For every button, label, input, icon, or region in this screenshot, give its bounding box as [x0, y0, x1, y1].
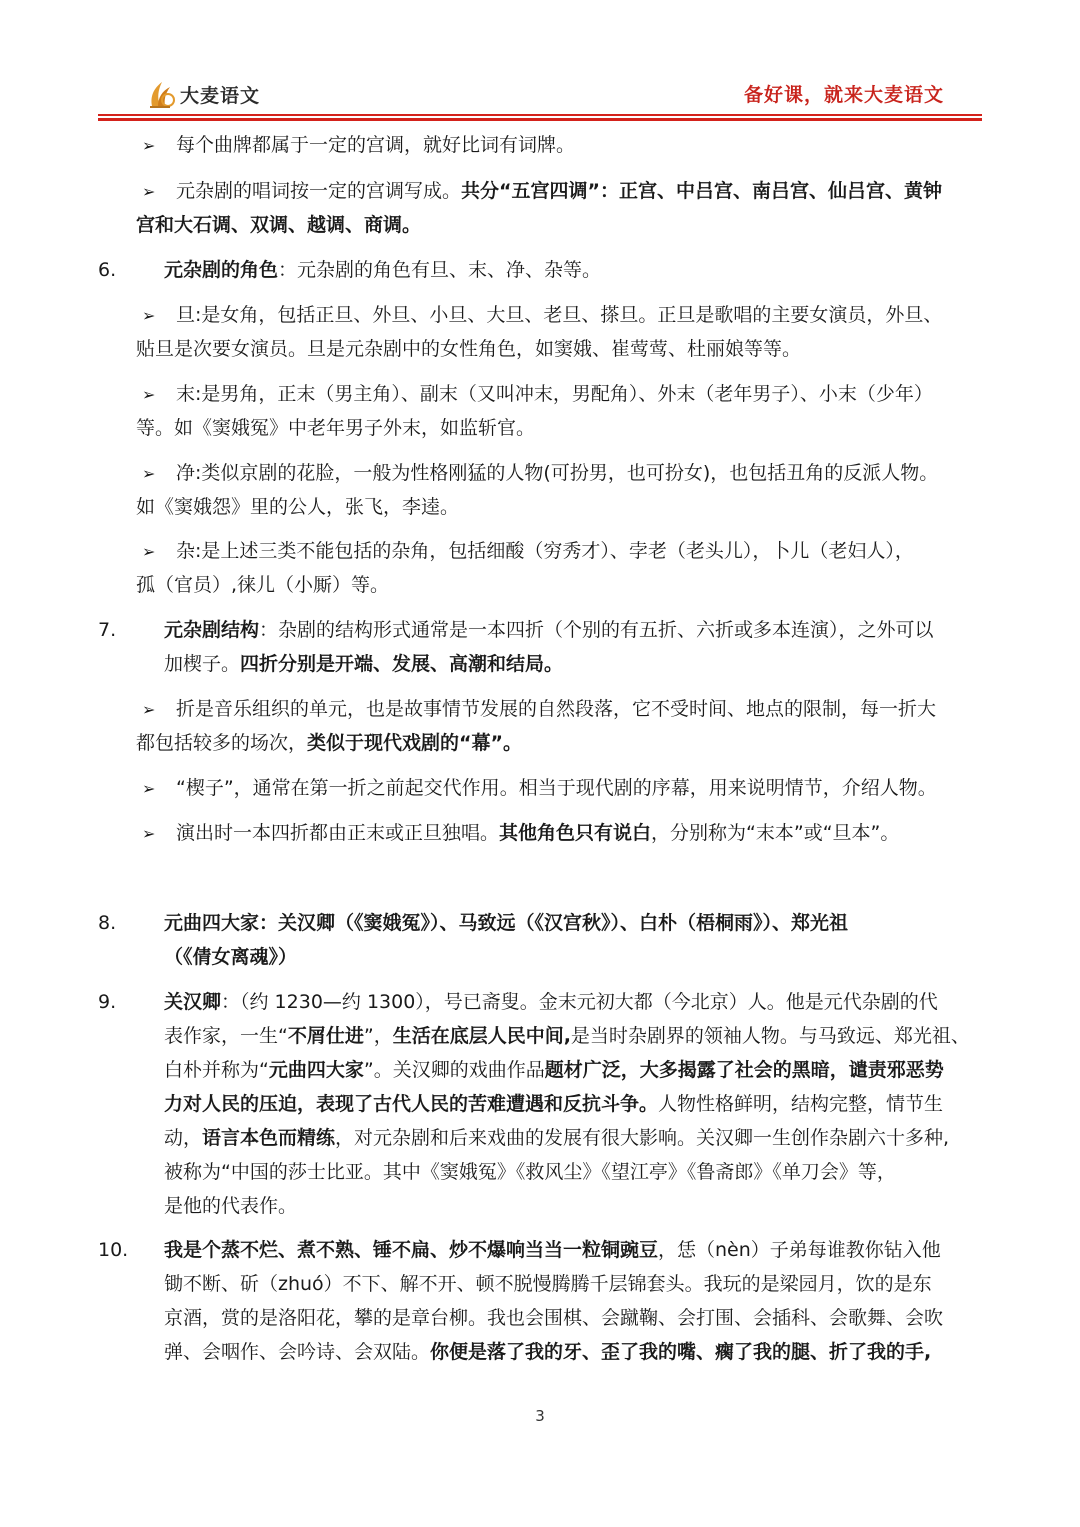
list-item: 关汉卿：（约 1230—约 1300），号已斋叟。金末元初大都（今北京）人。他是元代杂剧的代 — [164, 991, 938, 1013]
list-item: 元杂剧的角色：元杂剧的角色有旦、末、净、杂等。 — [164, 259, 602, 281]
arrow-bullet-icon: ➢ — [142, 136, 156, 155]
bullet-item: ➢ 元杂剧的唱词按一定的宫调写成。共分“五宫四调”：正宫、中吕宫、南吕宫、仙吕宫、黄钟 — [142, 174, 942, 209]
bullet-continuation: 宫和大石调、双调、越调、商调。 — [136, 214, 422, 236]
bullet-item: ➢ 每个曲牌都属于一定的宫调，就好比词有词牌。 — [142, 128, 575, 163]
logo-text: 大麦语文 — [180, 84, 261, 107]
list-item-continuation: 京酒，赏的是洛阳花，攀的是章台柳。我也会围棋、会蹴鞠、会打围、会插科、会歌舞、会吹 — [164, 1307, 944, 1329]
arrow-bullet-icon: ➢ — [142, 385, 156, 404]
wheat-logo-icon — [146, 78, 176, 110]
arrow-bullet-icon: ➢ — [142, 700, 156, 719]
list-item-continuation: 白朴并称为“元曲四大家”。关汉卿的戏曲作品题材广泛，大多揭露了社会的黑暗，谴责邪恶势 — [164, 1059, 944, 1081]
bullet-item: ➢ “楔子”，通常在第一折之前起交代作用。相当于现代剧的序幕，用来说明情节，介绍人物。 — [142, 771, 937, 806]
arrow-bullet-icon: ➢ — [142, 464, 156, 483]
list-item-continuation: （《倩女离魂》） — [164, 946, 298, 968]
brand-logo — [146, 76, 260, 112]
page-number: 3 — [535, 1407, 545, 1425]
list-item-continuation: 是他的代表作。 — [164, 1195, 298, 1217]
arrow-bullet-icon: ➢ — [142, 306, 156, 325]
arrow-bullet-icon: ➢ — [142, 824, 156, 843]
list-item: 我是个蒸不烂、煮不熟、锤不扁、炒不爆响当当一粒铜豌豆，恁（nèn）子弟每谁教你钻入他 — [164, 1239, 941, 1261]
list-item: 元曲四大家：关汉卿（《窦娥冤》）、马致远（《汉宫秋》）、白朴（梧桐雨》）、郑光祖 — [164, 912, 849, 934]
arrow-bullet-icon: ➢ — [142, 542, 156, 561]
bullet-item: ➢ 末:是男角，正末（男主角）、副末（又叫冲末，男配角）、外末（老年男子）、小末（少年） — [142, 377, 933, 412]
list-item-continuation: 动，语言本色而精练，对元杂剧和后来戏曲的发展有很大影响。关汉卿一生创作杂剧六十多种, — [164, 1127, 950, 1149]
list-number: 10. — [98, 1239, 129, 1261]
arrow-bullet-icon: ➢ — [142, 779, 156, 798]
arrow-bullet-icon: ➢ — [142, 182, 156, 201]
bullet-item: ➢ 折是音乐组织的单元，也是故事情节发展的自然段落，它不受时间、地点的限制，每一折大 — [142, 692, 936, 727]
bullet-continuation: 等。如《窦娥冤》中老年男子外末，如监斩官。 — [136, 417, 536, 439]
header-slogan: 备好课，就来大麦语文 — [743, 84, 944, 106]
bullet-continuation: 如《窦娥怨》里的公人，张飞，李逵。 — [136, 496, 460, 518]
list-number: 9. — [98, 991, 117, 1013]
header-rule-thick — [98, 118, 982, 121]
list-item-continuation: 锄不断、斫（zhuó）不下、解不开、顿不脱慢腾腾千层锦套头。我玩的是梁园月，饮的是东 — [164, 1273, 932, 1295]
bullet-continuation: 孤（官员）,徕儿（小厮）等。 — [136, 574, 390, 596]
bullet-continuation: 都包括较多的场次，类似于现代戏剧的“幕”。 — [136, 732, 522, 754]
list-item: 元杂剧结构：杂剧的结构形式通常是一本四折（个别的有五折、六折或多本连演），之外可以 — [164, 619, 934, 641]
list-number: 6. — [98, 259, 117, 281]
bullet-item: ➢ 演出时一本四折都由正末或正旦独唱。其他角色只有说白，分别称为“末本”或“旦本”。 — [142, 816, 899, 851]
list-item-continuation: 加楔子。四折分别是开端、发展、高潮和结局。 — [164, 653, 564, 675]
bullet-item: ➢ 杂:是上述三类不能包括的杂角，包括细酸（穷秀才）、孛老（老头儿），卜儿（老妇人）， — [142, 534, 914, 569]
list-number: 8. — [98, 912, 117, 934]
header-rule — [98, 114, 982, 116]
bullet-item: ➢ 旦:是女角，包括正旦、外旦、小旦、大旦、老旦、搽旦。正旦是歌唱的主要女演员，外旦、 — [142, 298, 942, 333]
list-item-continuation: 被称为“中国的莎士比亚。其中《窦娥冤》《救风尘》《望江亭》《鲁斋郎》《单刀会》等， — [164, 1161, 896, 1183]
bullet-item: ➢ 净:类似京剧的花脸，一般为性格刚猛的人物(可扮男，也可扮女)，也包括丑角的反派人物。 — [142, 456, 938, 491]
list-item-continuation: 弹、会咽作、会吟诗、会双陆。你便是落了我的牙、歪了我的嘴、瘸了我的腿、折了我的手, — [164, 1341, 932, 1363]
list-item-continuation: 力对人民的压迫，表现了古代人民的苦难遭遇和反抗斗争。人物性格鲜明，结构完整，情节生 — [164, 1093, 944, 1115]
bullet-continuation: 贴旦是次要女演员。旦是元杂剧中的女性角色，如窦娥、崔莺莺、杜丽娘等等。 — [136, 338, 802, 360]
list-item-continuation: 表作家，一生“不屑仕进”，生活在底层人民中间,是当时杂剧界的领袖人物。与马致远、郑光祖、 — [164, 1025, 970, 1047]
page-header — [0, 0, 1080, 125]
list-number: 7. — [98, 619, 117, 641]
